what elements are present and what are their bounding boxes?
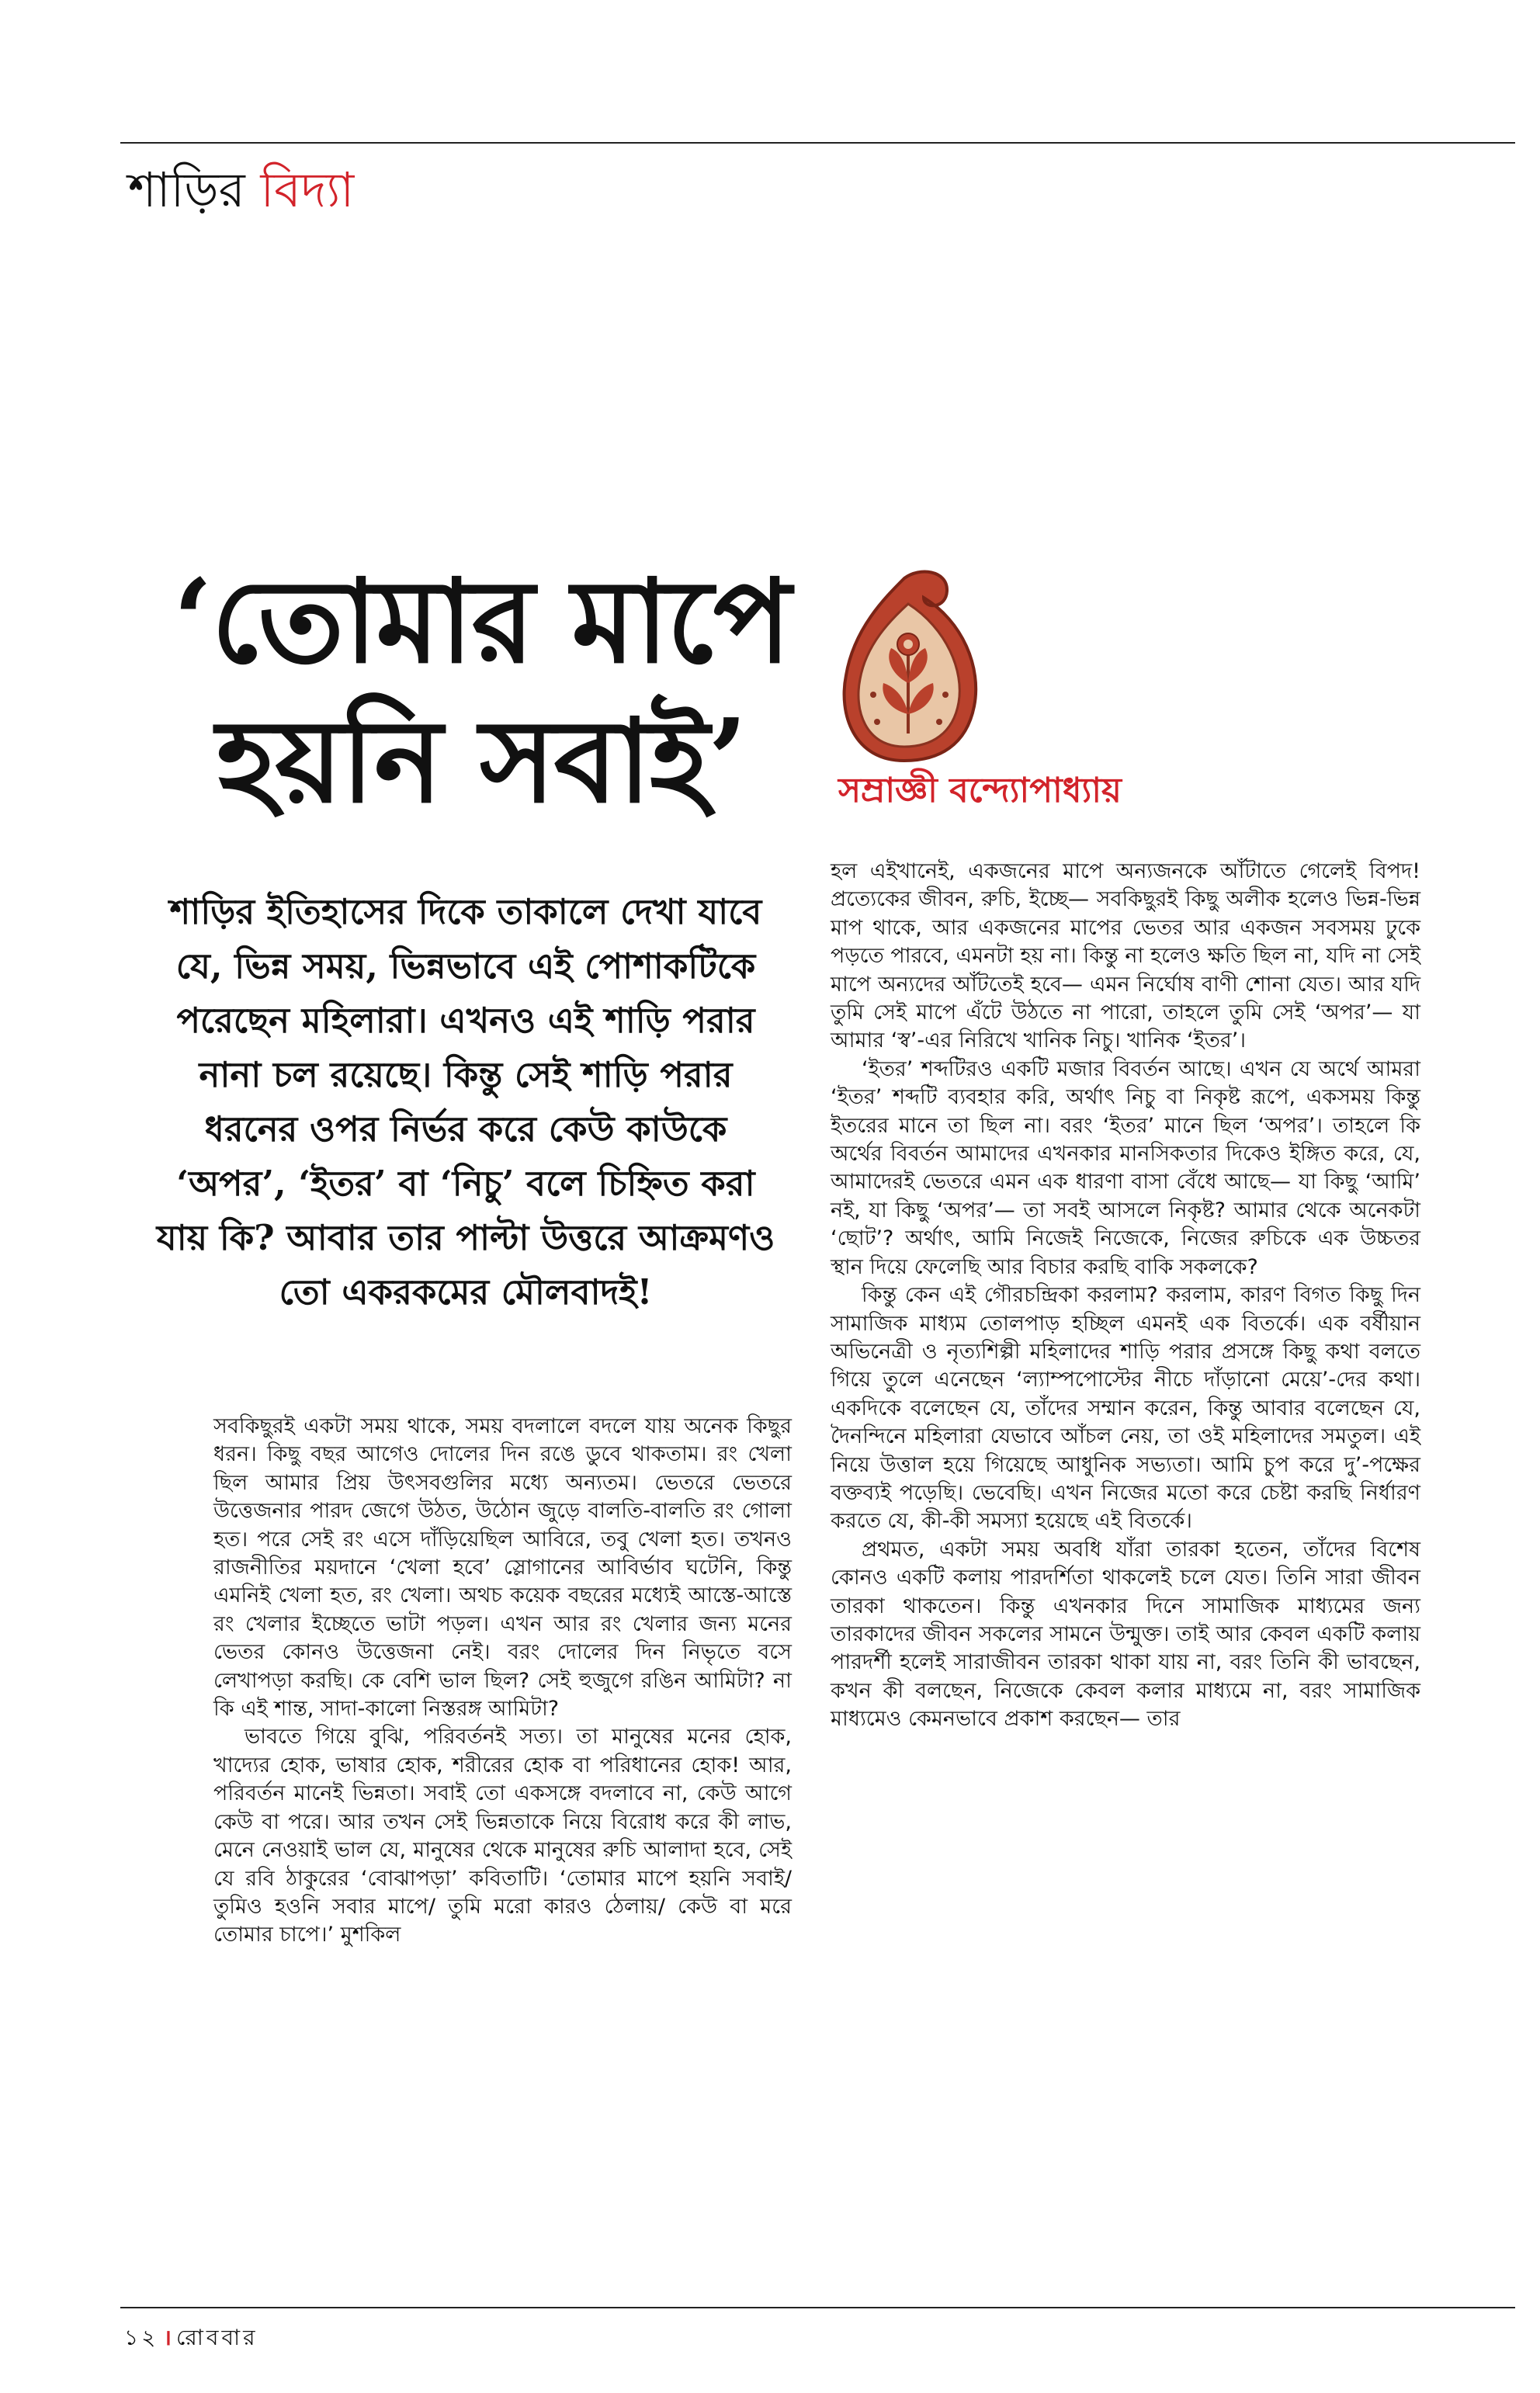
author-byline: সম্রাজ্ঞী বন্দ্যোপাধ্যায়	[838, 771, 1122, 810]
section-title	[128, 159, 354, 221]
section-title-part2: বিদ্যা	[260, 161, 355, 218]
headline-line-2: হয়নি সবাই’	[216, 693, 747, 828]
body-paragraph: সবকিছুরই একটা সময় থাকে, সময় বদলালে বদলে যায় অনেক কিছুর ধরন। কিছু বছর আগেও দোলের দিন রঙে ডুবে থাকতাম। রং খেলা ছিল আমার প্রিয় উৎসবগুলির মধ্যে অন্যতম। ভেতরে ভেতরে উত্তেজনার পারদ জেগে উঠত, উঠোন জুড়ে বালতি-বালতি রং গোলা হত। পরে সেই রং এসে দাঁড়িয়েছিল আবিরে, তবু খেলা হত। তখনও রাজনীতির ময়দানে ‘খেলা হবে’ স্লোগানের আবির্ভাব ঘটেনি, কিন্তু এমনিই খেলা হত, রং খেলা। অথচ কয়েক বছরের মধ্যেই আস্তে-আস্তে রং খেলার ইচ্ছেতে ভাটা পড়ল। এখন আর রং খেলার জন্য মনের ভেতর কোনও উত্তেজনা নেই। বরং দোলের দিন নিভৃতে বসে লেখাপড়া করছি। কে বেশি ভাল ছিল? সেই হুজুগে রঙিন আমিটা? না কি এই শান্ত, সাদা-কালো নিস্তরঙ্গ আমিটা?	[213, 1414, 792, 1722]
right-column	[831, 858, 1420, 1734]
page-footer	[124, 2321, 258, 2357]
headline-line-1: ‘তোমার মাপে	[172, 553, 790, 688]
footer-separator: ।	[163, 2325, 172, 2350]
paisley-motif-icon	[831, 567, 986, 768]
footer-rule	[120, 2307, 1515, 2308]
headline	[144, 551, 819, 831]
body-paragraph: ভাবতে গিয়ে বুঝি, পরিবর্তনই সত্য। তা মানুষের মনের হোক, খাদ্যের হোক, ভাষার হোক, শরীরের হোক বা পরিধানের হোক! আর, পরিবর্তন মানেই ভিন্নতা। সবাই তো একসঙ্গে বদলাবে না, কেউ আগে কেউ বা পরে। আর তখন সেই ভিন্নতাকে নিয়ে বিরোধ করে কী লাভ, মেনে নেওয়াই ভাল যে, মানুষের থেকে মানুষের রুচি আলাদা হবে, সেই যে রবি ঠাকুরের ‘বোঝাপড়া’ কবিতাটি। ‘তোমার মাপে হয়নি সবাই/ তুমিও হওনি সবার মাপে/ তুমি মরো কারও ঠেলায়/ কেউ বা মরে তোমার চাপে।’ মুশকিল	[213, 1725, 792, 1947]
article-intro: শাড়ির ইতিহাসের দিকে তাকালে দেখা যাবে যে, ভিন্ন সময়, ভিন্নভাবে এই পোশাকটিকে পরেছেন মহিলারা। এখনও এই শাড়ি পরার নানা চল রয়েছে। কিন্তু সেই শাড়ি পরার ধরনের ওপর নির্ভর করে কেউ কাউকে ‘অপর’, ‘ইতর’ বা ‘নিচু’ বলে চিহ্নিত করা যায় কি? আবার তার পাল্টা উত্তরে আক্রমণও তো একরকমের মৌলবাদই!	[156, 891, 775, 1313]
header-rule	[120, 142, 1515, 144]
body-paragraph: ‘ইতর’ শব্দটিরও একটি মজার বিবর্তন আছে। এখন যে অর্থে আমরা ‘ইতর’ শব্দটি ব্যবহার করি, অর্থাৎ নিচু বা নিকৃষ্ট রূপে, একসময় কিন্তু ইতরের মানে তা ছিল না। বরং ‘ইতর’ মানে ছিল ‘অপর’। তাহলে কি অর্থের বিবর্তন আমাদের এখনকার মানসিকতার দিকেও ইঙ্গিত করে, যে, আমাদেরই ভেতরে এমন এক ধারণা বাসা বেঁধে আছে— যা কিছু ‘আমি’ নই, যা কিছু ‘অপর’— তা সবই আসলে নিকৃষ্ট? আমার থেকে অনেকটা ‘ছোট’? অর্থাৎ, আমি নিজেই নিজেকে, নিজের রুচিকে এক উচ্চতর স্থান দিয়ে ফেলেছি আর বিচার করছি বাকি সকলকে?	[831, 1056, 1420, 1279]
body-paragraph: কিন্তু কেন এই গৌরচন্দ্রিকা করলাম? করলাম, কারণ বিগত কিছু দিন সামাজিক মাধ্যম তোলপাড় হচ্ছিল এমনই এক বিতর্কে। এক বর্ষীয়ান অভিনেত্রী ও নৃত্যশিল্পী মহিলাদের শাড়ি পরার প্রসঙ্গে কিছু কথা বলতে গিয়ে তুলে এনেছেন ‘ল্যাম্পপোস্টের নীচে দাঁড়ানো মেয়ে’-দের কথা। একদিকে বলেছেন যে, তাঁদের সম্মান করেন, কিন্তু আবার বলেছেন যে, দৈনন্দিনে মহিলারা যেভাবে আঁচল নেয়, তা ওই মহিলাদের সমতুল। এই নিয়ে উত্তাল হয়ে গিয়েছে আধুনিক সভ্যতা। আমি চুপ করে দু’-পক্ষের বক্তব্যই পড়েছি। ভেবেছি। এখন নিজের মতো করে চেষ্টা করছি নির্ধারণ করতে যে, কী-কী সমস্যা হয়েছে এই বিতর্কে।	[831, 1283, 1420, 1534]
body-paragraph: হল এইখানেই, একজনের মাপে অন্যজনকে আঁটাতে গেলেই বিপদ! প্রত্যেকের জীবন, রুচি, ইচ্ছে— সবকিছুরই কিছু অলীক হলেও ভিন্ন-ভিন্ন মাপ থাকে, আর একজনের মাপের ভেতর আর একজন সবসময় ঢুকে পড়তে পারবে, এমনটা হয় না। কিন্তু না হলেও ক্ষতি ছিল না, যদি না সেই মাপে অন্যদের আঁটতেই হবে— এমন নির্ঘোষ বাণী শোনা যেত। আর যদি তুমি সেই মাপে এঁটে উঠতে না পারো, তাহলে তুমি সেই ‘অপর’— যা আমার ‘স্ব’-এর নিরিখে খানিক নিচু। খানিক ‘ইতর’।	[831, 859, 1420, 1053]
body-paragraph: প্রথমত, একটা সময় অবধি যাঁরা তারকা হতেন, তাঁদের বিশেষ কোনও একটি কলায় পারদর্শিতা থাকলেই চলে যেত। তিনি সারা জীবন তারকা থাকতেন। কিন্তু এখনকার দিনে সামাজিক মাধ্যমের জন্য তারকাদের জীবন সকলের সামনে উন্মুক্ত। তাই আর কেবল একটি কলায় পারদর্শী হলেই সারাজীবন তারকা থাকা যায় না, বরং তিনি কী ভাবছেন, কখন কী বলছেন, নিজেকে কেবল কলার মাধ্যমে না, বরং সামাজিক মাধ্যমেও কেমনভাবে প্রকাশ করছেন— তার	[831, 1537, 1420, 1732]
left-column	[213, 1413, 792, 1950]
publication-name: রোববার	[176, 2325, 258, 2350]
page-number: ১২	[124, 2325, 159, 2350]
section-title-part1: শাড়ির	[128, 161, 245, 218]
